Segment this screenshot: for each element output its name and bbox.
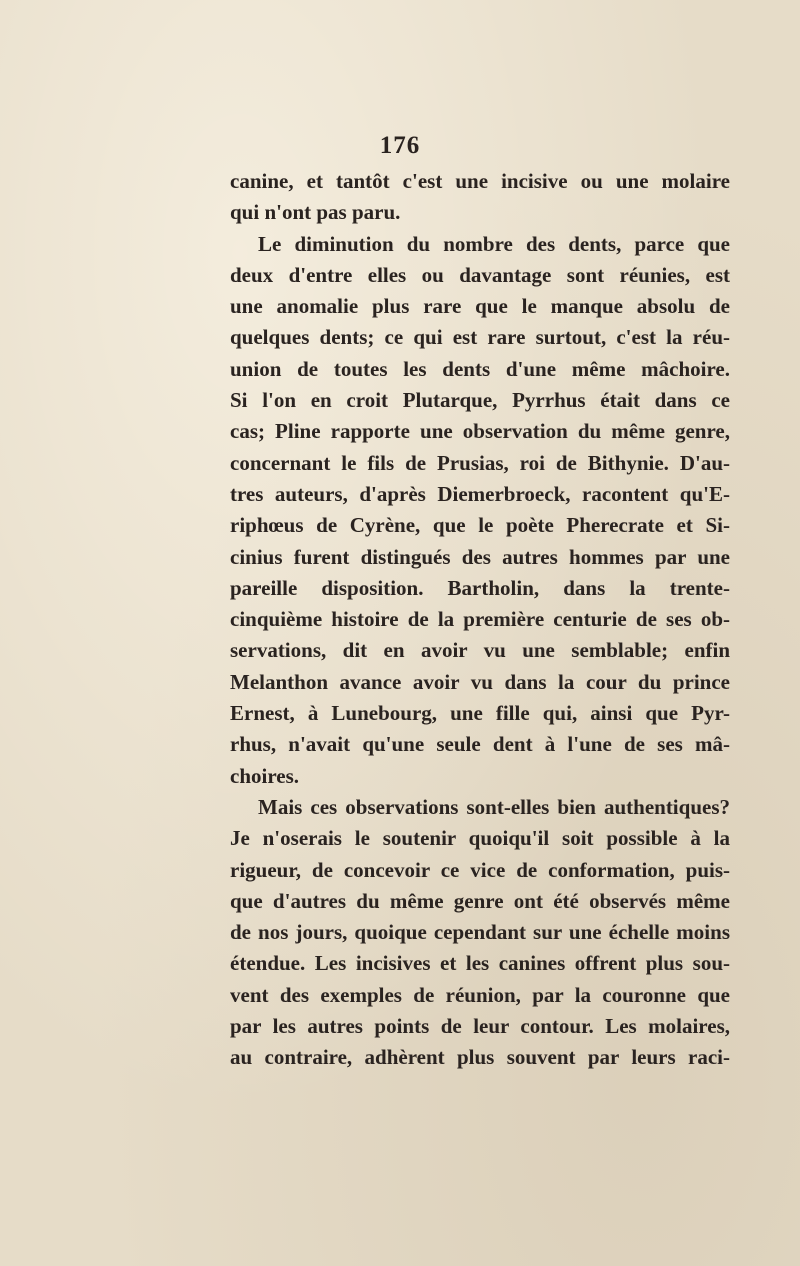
text-line: cinquième histoire de la première centurie de ses ob- <box>230 607 730 632</box>
text-line: Je n'oserais le soutenir quoiqu'il soit possible à la <box>230 826 730 851</box>
page-number: 176 <box>379 132 421 159</box>
text-line: Mais ces observations sont-elles bien authentiques? <box>258 794 730 819</box>
text-line: de nos jours, quoique cependant sur une échelle moins <box>230 920 730 945</box>
text-line: riphœus de Cyrène, que le poète Pherecrate et Si- <box>230 513 730 538</box>
text-line: quelques dents; ce qui est rare surtout, c'est la réu- <box>230 325 730 350</box>
text-line: choires. <box>230 763 300 788</box>
text-line: concernant le fils de Prusias, roi de Bithynie. D'au- <box>230 450 730 475</box>
text-line: par les autres points de leur contour. Les molaires, <box>230 1014 730 1039</box>
text-line: Ernest, à Lunebourg, une fille qui, ainsi que Pyr- <box>230 701 730 726</box>
body-text <box>230 166 730 1074</box>
text-line: rhus, n'avait qu'une seule dent à l'une de ses mâ- <box>230 732 730 757</box>
text-line: servations, dit en avoir vu une semblable; enfin <box>230 638 730 663</box>
text-line: une anomalie plus rare que le manque absolu de <box>230 294 730 319</box>
text-line: union de toutes les dents d'une même mâchoire. <box>230 356 730 381</box>
text-line: Le diminution du nombre des dents, parce que <box>258 231 730 256</box>
text-line: que d'autres du même genre ont été observés même <box>230 888 730 913</box>
text-line: étendue. Les incisives et les canines offrent plus sou- <box>230 951 730 976</box>
text-line: deux d'entre elles ou davantage sont réunies, est <box>230 262 730 287</box>
text-line: pareille disposition. Bartholin, dans la trente- <box>230 575 730 600</box>
text-line: au contraire, adhèrent plus souvent par leurs raci- <box>230 1045 730 1070</box>
text-line: Si l'on en croit Plutarque, Pyrrhus était dans ce <box>230 388 730 413</box>
text-line: tres auteurs, d'après Diemerbroeck, racontent qu'E- <box>230 481 730 506</box>
text-line: vent des exemples de réunion, par la couronne que <box>230 982 730 1007</box>
text-line: rigueur, de concevoir ce vice de conformation, puis- <box>230 857 730 882</box>
text-line: cinius furent distingués des autres hommes par une <box>230 544 730 569</box>
text-line: Melanthon avance avoir vu dans la cour du prince <box>230 669 730 694</box>
text-line: canine, et tantôt c'est une incisive ou une molaire <box>230 169 730 193</box>
text-line: cas; Pline rapporte une observation du même genre, <box>230 419 730 444</box>
text-line: qui n'ont pas paru. <box>230 200 401 225</box>
